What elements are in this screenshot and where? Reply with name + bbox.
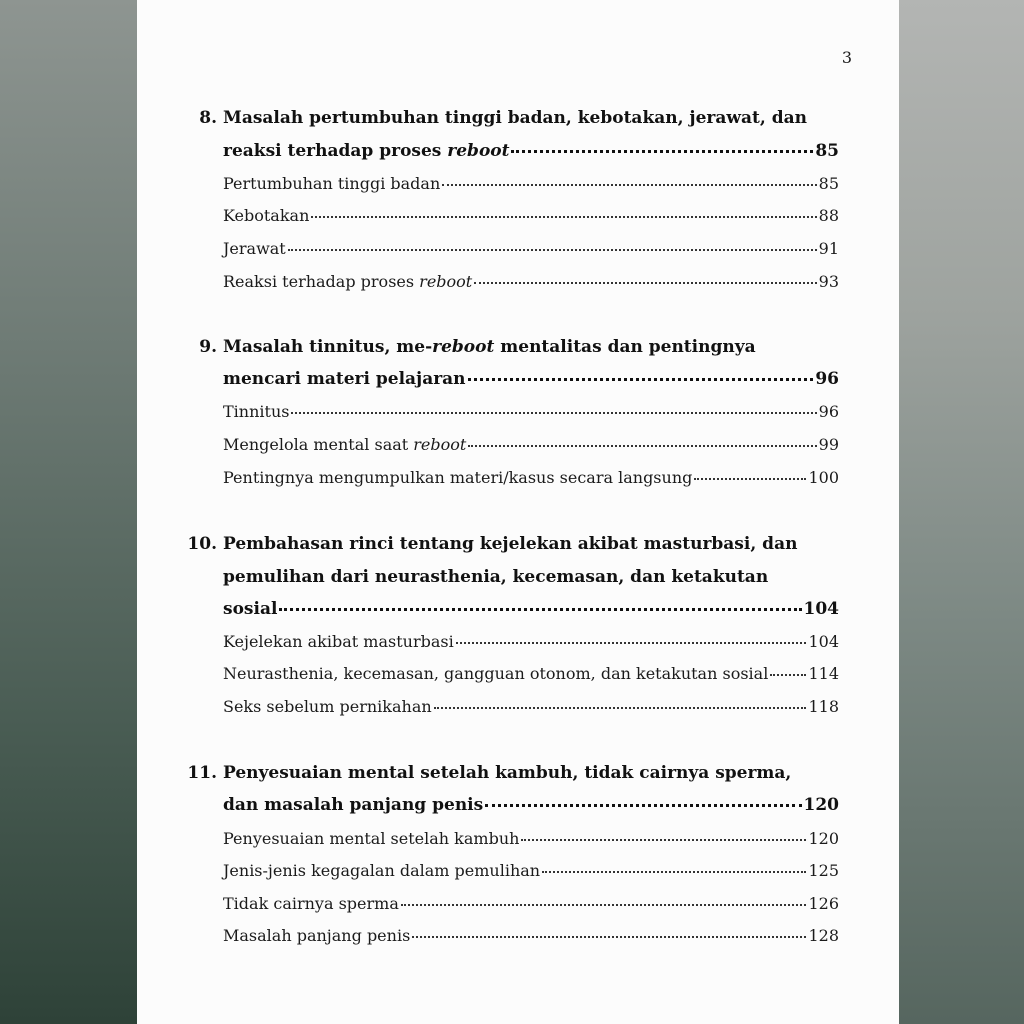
page-ref: 126 (808, 894, 839, 913)
dot-leader (401, 904, 807, 906)
toc-entry-text: Jenis-jenis kegagalan dalam pemulihan (223, 861, 541, 880)
page-ref: 85 (815, 141, 839, 161)
toc-entry-text: Pentingnya mengumpulkan materi/kasus secara langsung (223, 468, 693, 487)
dot-leader (279, 608, 801, 611)
toc-entry[interactable] (223, 174, 839, 196)
page-ref: 118 (808, 697, 839, 716)
page-ref: 96 (815, 369, 839, 389)
chapter-number: 8. (199, 108, 217, 128)
page-ref: 104 (808, 632, 839, 651)
chapter-title-line: Masalah tinnitus, me-reboot mentalitas dan pentingnya (223, 337, 756, 357)
background-left (0, 0, 137, 1024)
dot-leader (456, 642, 807, 644)
chapter-title-final-line[interactable] (223, 795, 839, 817)
toc-entry[interactable] (223, 632, 839, 654)
chapter-title-text: reaksi terhadap proses reboot (223, 141, 510, 161)
toc-entry-text: Neurasthenia, kecemasan, gangguan otonom, dan ketakutan sosial (223, 664, 769, 683)
page-ref: 114 (808, 664, 839, 683)
toc-entry-text: Pertumbuhan tinggi badan (223, 174, 441, 193)
page-ref: 99 (818, 435, 839, 454)
document-page (137, 0, 899, 1024)
toc-entry-text: Tidak cairnya sperma (223, 894, 399, 913)
toc-entry-text: Kebotakan (223, 206, 310, 225)
chapter-title-final-line[interactable] (223, 369, 839, 391)
dot-leader (412, 936, 806, 938)
page-ref: 88 (818, 206, 839, 225)
dot-leader (542, 871, 806, 873)
page-ref: 93 (818, 272, 839, 291)
toc-entry[interactable] (223, 697, 839, 719)
page-ref: 125 (808, 861, 839, 880)
chapter-title-final-line[interactable] (223, 599, 839, 621)
page-ref: 120 (803, 795, 839, 815)
dot-leader (521, 839, 806, 841)
page-ref: 96 (818, 402, 839, 421)
toc-entry[interactable] (223, 664, 839, 686)
page-ref: 120 (808, 829, 839, 848)
dot-leader (442, 184, 816, 186)
toc-entry[interactable] (223, 861, 839, 883)
dot-leader (474, 282, 816, 284)
dot-leader (694, 478, 806, 480)
toc-entry-text: Jerawat (223, 239, 286, 258)
chapter-title-text: mencari materi pelajaran (223, 369, 466, 389)
toc-entry[interactable] (223, 468, 839, 490)
chapter-title-text: dan masalah panjang penis (223, 795, 484, 815)
toc-entry[interactable] (223, 402, 839, 424)
page-number: 3 (841, 48, 852, 67)
toc-entry-text: Penyesuaian mental setelah kambuh (223, 829, 520, 848)
page-ref: 128 (808, 926, 839, 945)
toc-entry[interactable] (223, 206, 839, 228)
toc-entry[interactable] (223, 239, 839, 261)
dot-leader (311, 216, 816, 218)
dot-leader (468, 378, 814, 381)
chapter-number: 11. (187, 763, 217, 783)
page-ref: 104 (803, 599, 839, 619)
toc-entry-text: Seks sebelum pernikahan (223, 697, 432, 716)
toc-entry-text: Mengelola mental saat reboot (223, 435, 467, 454)
chapter-title-line: Penyesuaian mental setelah kambuh, tidak cairnya sperma, (223, 763, 792, 783)
toc-entry[interactable] (223, 894, 839, 916)
chapter-number: 10. (187, 534, 217, 554)
page-ref: 85 (818, 174, 839, 193)
background-right (899, 0, 1024, 1024)
chapter-title-final-line[interactable] (223, 141, 839, 163)
dot-leader (434, 707, 807, 709)
page-ref: 100 (808, 468, 839, 487)
dot-leader (468, 445, 816, 447)
dot-leader (770, 674, 806, 676)
toc-entry[interactable] (223, 829, 839, 851)
toc-entry[interactable] (223, 272, 839, 294)
dot-leader (288, 249, 817, 251)
toc-entry-text: Masalah panjang penis (223, 926, 411, 945)
chapter-title-line: pemulihan dari neurasthenia, kecemasan, dan ketakutan (223, 567, 769, 587)
toc-entry-text: Kejelekan akibat masturbasi (223, 632, 454, 651)
dot-leader (511, 150, 813, 153)
toc-entry[interactable] (223, 435, 839, 457)
toc-entry-text: Tinnitus (223, 402, 290, 421)
chapter-number: 9. (199, 337, 217, 357)
dot-leader (291, 412, 816, 414)
toc-entry[interactable] (223, 926, 839, 948)
dot-leader (485, 804, 801, 807)
chapter-title-text: sosial (223, 599, 278, 619)
chapter-title-line: Pembahasan rinci tentang kejelekan akibat masturbasi, dan (223, 534, 798, 554)
chapter-title-line: Masalah pertumbuhan tinggi badan, kebotakan, jerawat, dan (223, 108, 807, 128)
toc-entry-text: Reaksi terhadap proses reboot (223, 272, 473, 291)
page-ref: 91 (818, 239, 839, 258)
